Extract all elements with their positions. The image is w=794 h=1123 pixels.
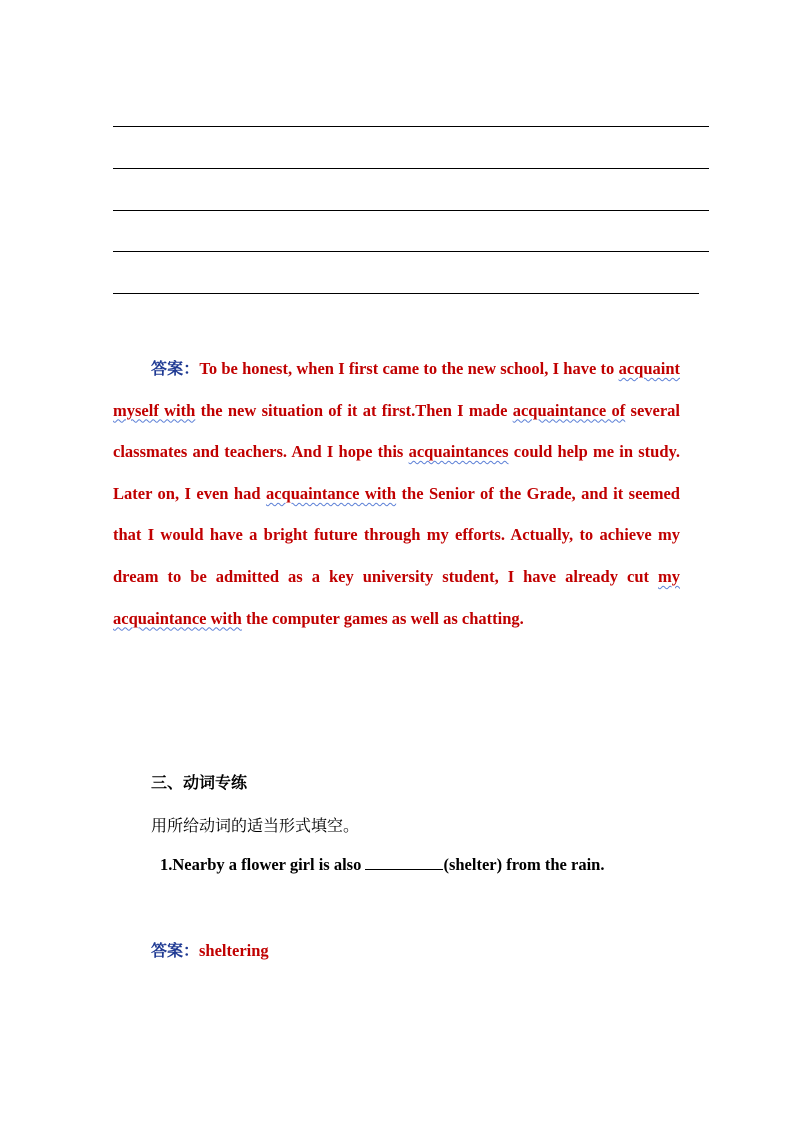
answer-line-3 [113, 210, 709, 211]
answer-label: 答案： [151, 941, 200, 960]
sample-answer-paragraph [113, 348, 680, 639]
highlighted-phrase: acquaintance with [265, 483, 397, 503]
answer-value: sheltering [199, 941, 269, 960]
highlighted-phrase: acquaintance of [512, 400, 626, 420]
exercise-instruction: 用所给动词的适当形式填空。 [151, 816, 360, 835]
answer-line-4 [113, 251, 709, 252]
answer-line-1 [113, 126, 709, 127]
answer-line-5 [113, 293, 699, 294]
question-1-answer [151, 938, 269, 961]
answer-text-segment: To be honest, when I first came to the new school, I have to [199, 359, 619, 378]
question-1 [160, 855, 604, 875]
question-text: 1.Nearby a flower girl is also [160, 855, 366, 874]
answer-text-segment: the Senior of the Grade, and it seemed that I would have a bright future through my efforts. Actually, to achieve my dream to be admitted as a key university student, I have already cut [113, 483, 680, 586]
highlighted-phrase: acquaintances [408, 442, 509, 462]
section-heading: 三、动词专练 [151, 773, 248, 792]
answer-text-segment: could help me in study. Later on, I even had [113, 442, 680, 503]
answer-text-segment: several classmates and teachers. And I hope this [113, 400, 681, 462]
highlighted-phrase: acquaint myself with [113, 359, 680, 420]
answer-text-segment: the new situation of it at first.Then I made [195, 400, 513, 420]
highlighted-phrase: my acquaintance with [113, 566, 680, 628]
answer-text-segment: the computer games as well as chatting. [241, 608, 524, 628]
question-text: (shelter) from the rain. [443, 855, 605, 874]
fill-in-blank [365, 855, 443, 870]
answer-label: 答案： [151, 359, 200, 378]
answer-line-2 [113, 168, 709, 169]
